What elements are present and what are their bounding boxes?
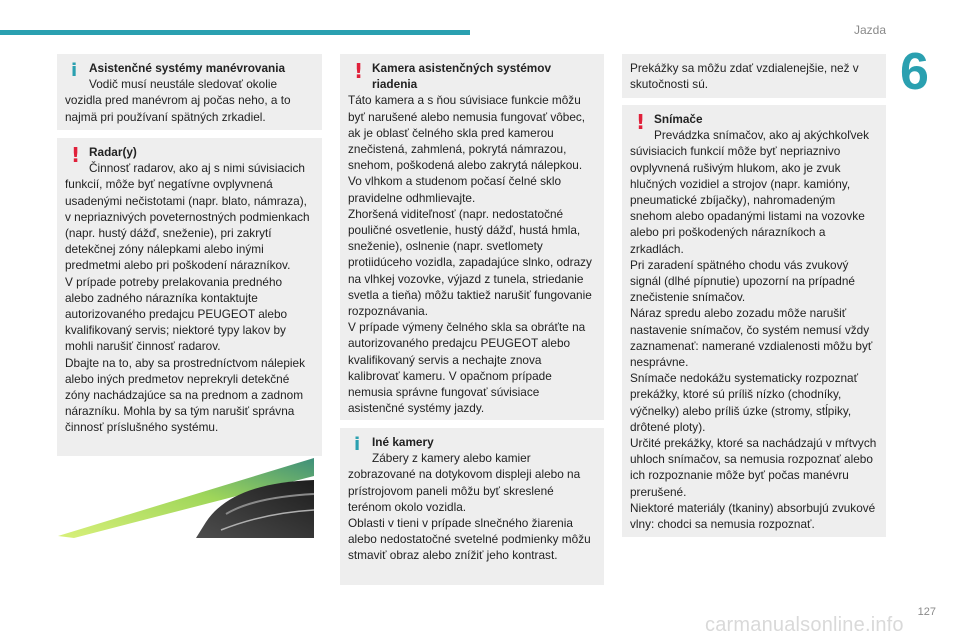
box-text: Snímače nedokážu systematicky rozpoznať prekážky, ktoré sú príliš nízko (chodníky, výčnelky) alebo príliš úzke (stromy, stĺpiky, drôtené ploty). [630,371,859,434]
box-title: Radar(y) [89,145,137,159]
header-accent-bar [0,30,470,35]
info-box-other-cameras [340,428,604,585]
box-title: Snímače [654,112,703,126]
box-text: zobrazované na dotykovom displeji alebo na prístrojovom paneli môžu byť skreslené terénom okolo vozidla. [348,467,581,514]
warning-box-radars [57,138,322,456]
warning-icon: ! [354,59,364,83]
box-text: Náraz spredu alebo zozadu môže narušiť nastavenie snímačov, čo systém nemusí vždy zaznamenať: namerané vzdialenosti môžu byť nesprávne. [630,306,873,370]
box-text: Určité prekážky, ktoré sa nachádzajú v mŕtvych uhloch snímačov, sa nemusia rozpoznať alebo ich rozpoznanie môže byť počas manévru prerušené. [630,436,877,499]
info-icon: i [71,60,78,81]
box-text: Táto kamera a s ňou súvisiace funkcie môžu byť narušené alebo nemusia fungovať vôbec, ak je oblasť čelného skla pred kamerou znečistená, zahmlená, pokrytá námrazou, snehom, poškodená alebo zakrytá nálepkou. [348,93,586,173]
warning-box-camera-adas [340,54,604,420]
box-lead: Prevádzka snímačov, ako aj akýchkoľvek [654,128,870,143]
box-text: Vo vlhkom a studenom počasí čelné sklo pravidelne odhmlievajte. [348,174,562,205]
warning-icon: ! [636,110,646,134]
box-title: Asistenčné systémy manévrovania [89,61,286,75]
note-box-obstacles [622,54,886,98]
box-text: Niektoré materiály (tkaniny) absorbujú zvukové vlny: chodci sa nemusia rozpoznať. [630,500,876,532]
chapter-number: 6 [900,43,929,101]
box-text: Pri zaradení spätného chodu vás zvukový signál (dlhé pípnutie) upozorní na prípadné znečistenie snímačov. [630,257,855,305]
info-icon: i [354,434,361,455]
box-text: V prípade výmeny čelného skla sa obráťte na autorizovaného predajcu PEUGEOT alebo kvalifikovaný servis a nechajte znova kalibrovať kameru. V opačnom prípade nemusia správne fungovať súvisiace asistenčné systémy jazdy. [348,320,586,416]
warning-box-sensors [622,105,886,537]
warning-icon: ! [71,143,81,167]
page-number: 127 [917,606,936,618]
box-lead: Zábery z kamery alebo kamier [372,451,531,466]
box-text: funkcií, môže byť negatívne ovplyvnená usadenými nečistotami (napr. blato, námraza), v nepriaznivých poveternostných podmienkach (napr. hustý dážď, sneženie), pri zakrytí detekčnej zóny nálepkami alebo inými predmetmi alebo pri poškodení nárazníkov. [65,177,310,273]
box-text: Zhoršená viditeľnosť (napr. nedostatočné pouličné osvetlenie, hustý dážď, hustá hmla, sneženie), oslnenie (napr. svetlomety protiidúceho vozidla, zapadajúce slnko, odrazy na vlhkej vozovke, výjazd z tunela, striedanie svetla a tieňa) môžu taktiež narušiť fungovanie rozpoznávania. [348,206,592,319]
info-box-maneuvering [57,54,322,130]
section-title: Jazda [853,23,886,37]
box-text: vozidla pred manévrom aj počas neho, a to najmä pri používaní spätných zrkadiel. [65,93,291,124]
box-lead: Vodič musí neustále sledovať okolie [89,77,278,92]
watermark: carmanualsonline.info [705,614,904,636]
box-title: Kamera asistenčných systémov riadenia [372,61,552,92]
box-lead: Činnosť radarov, ako aj s nimi súvisiacich [89,161,305,176]
car-front-illustration [56,452,316,538]
box-text: súvisiacich funkcií môže byť nepriaznivo ovplyvnená rušivým hlukom, ako je zvuk hlučných vozidiel a strojov (napr. kamióny, pneumatické zbíjačky), nahromadeným snehom alebo opadanými listami na vozovke alebo pri poškodených nárazníkoch a zrkadlách. [630,144,865,256]
box-text: Dbajte na to, aby sa prostredníctvom nálepiek alebo iných predmetov neprekryli detekčné zóny nachádzajúce sa na prednom a zadnom nárazníku. Mohla by sa tým narušiť správna činnosť príslušného systému. [65,355,306,435]
box-text: Oblasti v tieni v prípade slnečného žiarenia alebo nedostatočné svetelné podmienky môžu stmaviť obraz alebo znížiť jeho kontrast. [348,516,591,563]
box-text: Prekážky sa môžu zdať vzdialenejšie, než v skutočnosti sú. [630,61,859,92]
box-text: V prípade potreby prelakovania predného alebo zadného nárazníka kontaktujte autorizovaného predajcu PEUGEOT alebo kvalifikovaný servis; niektoré typy lakov by mohli narušiť činnosť radarov. [65,274,288,354]
box-title: Iné kamery [372,435,434,449]
